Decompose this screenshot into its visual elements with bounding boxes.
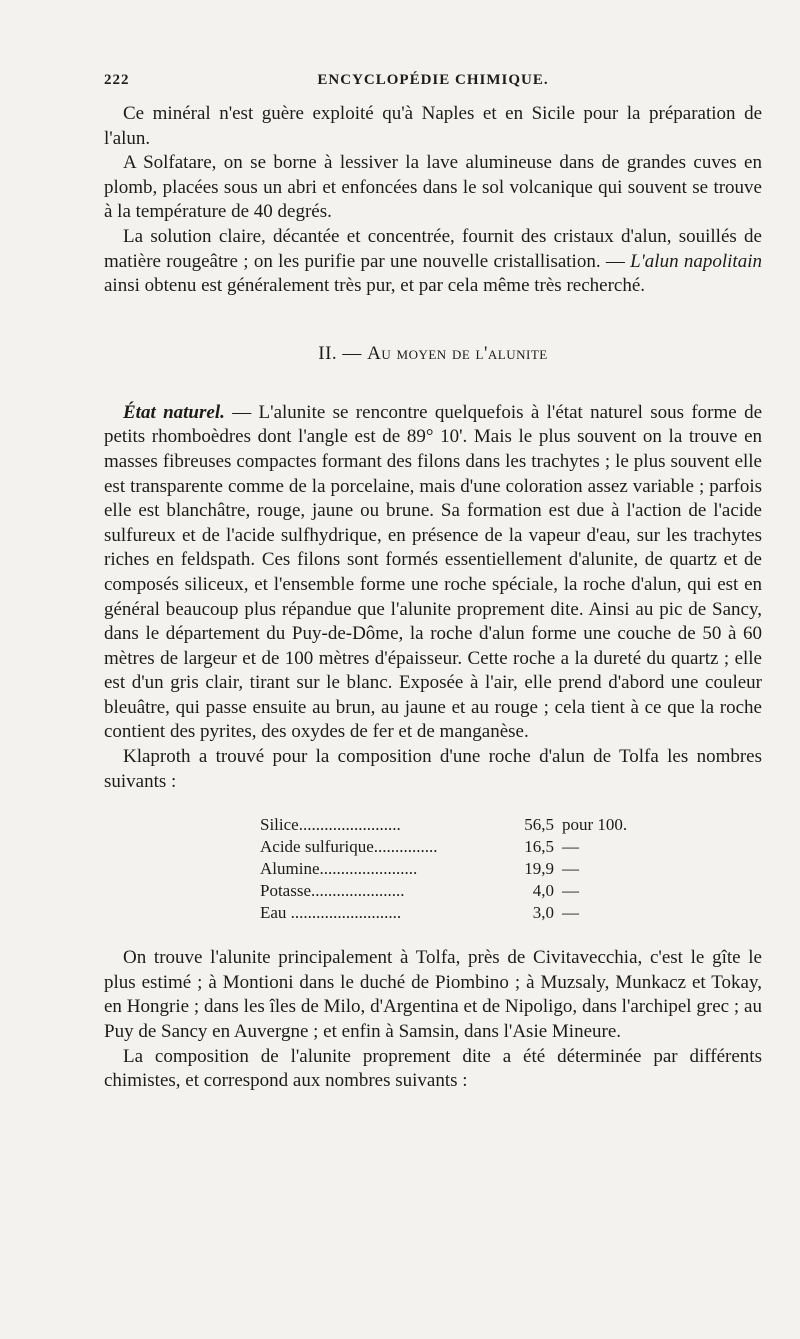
section-title: Au moyen de l'alunite: [367, 342, 548, 364]
table-row: [260, 814, 627, 836]
paragraph-1: Ce minéral n'est guère exploité qu'à Naples et en Sicile pour la préparation de l'alun.: [104, 103, 762, 149]
component-value: 4,0: [532, 881, 554, 901]
paragraph-2: A Solfatare, on se borne à lessiver la lave alumineuse dans de grandes cuves en plomb, placées sous un abri et enfoncées dans le sol volcanique qui souvent se trouve à la température de 40 degrés.: [104, 152, 762, 223]
running-head: [104, 72, 762, 94]
component-unit: —: [562, 859, 579, 879]
paragraph-6: On trouve l'alunite principalement à Tolfa, près de Civitavecchia, c'est le gîte le plus estimé ; à Montioni dans le duché de Piombino ; à Muzsaly, Munkacz et Tokay, en Hongrie ; dans les îles de Milo, d'Argentina et de Nipoligo, dans l'archipel grec ; au Puy de Sancy en Auvergne ; et enfin à Samsin, dans l'Asie Mineure.: [104, 947, 762, 1043]
paragraph-5: Klaproth a trouvé pour la composition d'une roche d'alun de Tolfa les nombres suivants :: [104, 746, 762, 792]
component-value: 56,5: [524, 815, 554, 835]
component-name: Alumine.......................: [260, 859, 418, 879]
component-unit: pour 100.: [562, 815, 628, 835]
component-name: Acide sulfurique...............: [260, 837, 438, 857]
table-row: [260, 836, 627, 858]
alun-napolitain-term: L'alun napolitain: [630, 250, 762, 272]
component-unit: —: [562, 881, 579, 901]
section-heading: [104, 343, 762, 365]
component-name: Silice........................: [260, 815, 401, 835]
paragraph-3-start: La solution claire, décantée et concentrée, fournit des cristaux d'alun, souillés de matière rougeâtre ; on les purifie par une nouvelle cristallisation. —: [104, 225, 762, 272]
paragraph-3: [104, 225, 762, 299]
component-name: Potasse......................: [260, 881, 405, 901]
etat-naturel-term: État naturel.: [123, 401, 225, 423]
paragraph-7: La composition de l'alunite proprement dite a été déterminée par différents chimistes, et correspond aux nombres suivants :: [104, 1045, 762, 1092]
header-title: ENCYCLOPÉDIE CHIMIQUE.: [317, 72, 549, 88]
page-number: 222: [104, 72, 130, 88]
paragraph-4: [104, 401, 762, 745]
table-row: [260, 858, 627, 880]
body-text: [104, 102, 762, 1094]
component-name: Eau ..........................: [260, 903, 402, 923]
component-unit: —: [562, 903, 579, 923]
table-row: [260, 880, 627, 902]
component-value: 19,9: [524, 859, 554, 879]
component-value: 16,5: [524, 837, 554, 857]
component-value: 3,0: [532, 903, 554, 923]
section-numeral: II. —: [318, 342, 368, 364]
composition-table: [260, 814, 627, 924]
component-unit: —: [562, 837, 579, 857]
paragraph-4-text: — L'alunite se rencontre quelquefois à l'état naturel sous forme de petits rhomboèdres dont l'angle est de 89° 10'. Mais le plus souvent on la trouve en masses fibreuses compactes formant des filons dans les trachytes ; le plus souvent elle est transparente comme de la porcelaine, mais d'une coloration assez variable ; parfois elle est blanchâtre, rouge, jaune ou brune. Sa formation est due à l'action de l'acide sulfureux et de l'acide sulfhydrique, en présence de la vapeur d'eau, sur les trachytes riches en feldspath. Ces filons sont formés essentiellement d'alunite, de quartz et de composés siliceux, et l'ensemble forme une roche spéciale, la roche d'alun, qui est en général beaucoup plus répandue que l'alunite proprement dite. Ainsi au pic de Sancy, dans le département du Puy-de-Dôme, la roche d'alun forme une couche de 50 à 60 mètres de largeur et de 100 mètres d'épaisseur. Cette roche a la dureté du quartz ; elle est d'un gris clair, tirant sur le blanc. Exposée à l'air, elle prend d'abord une couleur bleuâtre, qui passe ensuite au brun, au jaune et au rouge ; cela tient à ce que la roche contient des pyrites, des oxydes de fer et de manganèse.: [104, 401, 763, 743]
paragraph-3-end: ainsi obtenu est généralement très pur, et par cela même très recherché.: [104, 275, 646, 297]
table-row: [260, 902, 627, 924]
